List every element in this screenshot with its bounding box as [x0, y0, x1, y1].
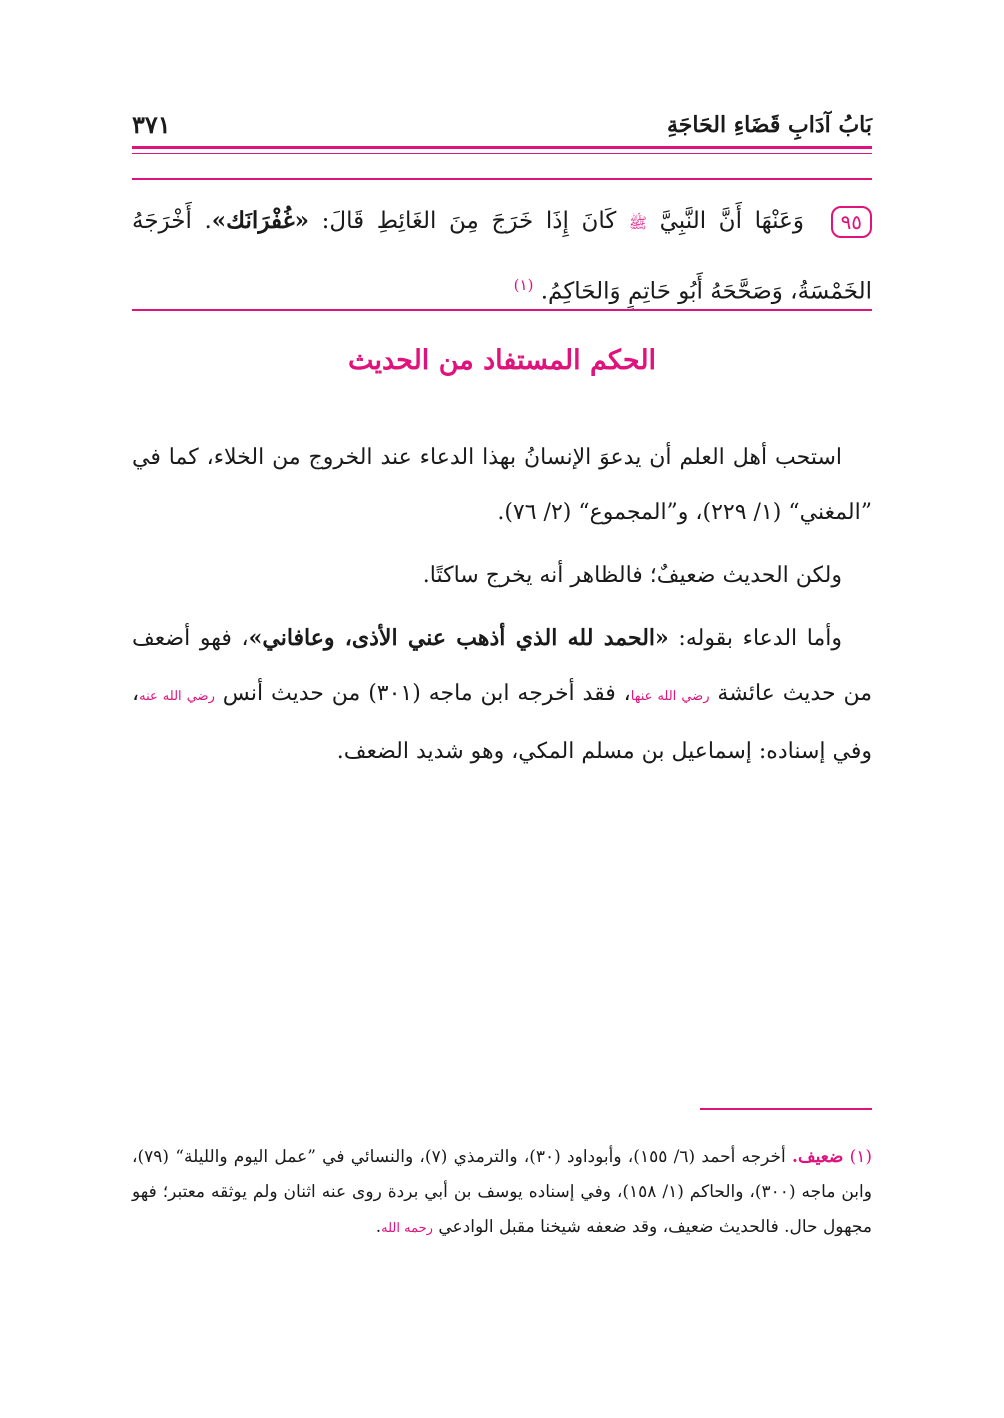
running-title: بَابُ آدَابِ قَضَاءِ الحَاجَةِ — [666, 112, 872, 138]
salawat-glyph: ﷺ — [628, 214, 648, 232]
hadith-number-badge: ٩٥ — [831, 206, 872, 238]
paragraph-3-c: ، فقد أخرجه ابن ماجه (٣٠١) من حديث أنس — [222, 681, 631, 706]
header-rule-thick — [132, 146, 872, 149]
footnote-text-b: . — [375, 1217, 382, 1237]
rahimahullah-glyph: رحمه الله — [381, 1221, 433, 1236]
hadith-text — [132, 190, 872, 323]
hadith-quote: «غُفْرَانَك» — [211, 207, 310, 234]
footnote-text-a: أخرجه أحمد (٦/ ١٥٥)، وأبوداود (٣٠)، والترمذي (٧)، والنسائي في ”عمل اليوم والليلة“ (٧٩)، وابن ماجه (٣٠٠)، والحاكم (١/ ١٥٨)، وفي إسناده يوسف بن أبي بردة روى عنه اثنان ولم يوثقه معتبر؛ فهو مجهول حال. فالحديث ضعيف، وقد ضعفه شيخنا مقبل الوادعي — [132, 1147, 872, 1237]
radiyallahu-anhu-glyph: رضي الله عنه — [139, 689, 215, 704]
section-title: الحكم المستفاد من الحديث — [347, 345, 657, 376]
paragraph-3 — [132, 611, 872, 779]
paragraph-3-a: وأما الدعاء بقوله: — [678, 626, 843, 651]
page-number: ٣٧١ — [132, 110, 171, 139]
dua-quote: «الحمد لله الذي أذهب عني الأذى، وعافاني» — [248, 625, 669, 651]
radiyallahu-anha-glyph: رضي الله عنها — [630, 689, 710, 704]
hadith-rule-bottom — [132, 309, 872, 311]
footnote — [132, 1140, 872, 1246]
paragraph-1: استحب أهل العلم أن يدعوَ الإنسانُ بهذا الدعاء عند الخروج من الخلاء، كما في ”المغني“ (١/ ٢٢٩)، و”المجموع“ (٢/ ٧٦). — [132, 445, 872, 525]
hadith-rule-top — [132, 178, 872, 180]
paragraph-3-b: ، فهو أضعف من حديث عائشة — [132, 626, 873, 706]
footnote-separator — [700, 1108, 872, 1110]
paragraph-3-d: ، وفي إسناده: إسماعيل بن مسلم المكي، وهو شديد الضعف. — [132, 681, 872, 764]
footnote-marker[interactable]: (١) — [513, 276, 534, 294]
hadith-rest: . أَخْرَجَهُ الخَمْسَةُ، وَصَحَّحَهُ أَبُو حَاتِمٍ وَالحَاكِمُ. — [132, 208, 872, 305]
footnote-number: (١) — [849, 1147, 873, 1167]
footnote-grade: ضعيف. — [792, 1147, 844, 1167]
body-text — [132, 430, 872, 787]
paragraph-2: ولكن الحديث ضعيفٌ؛ فالظاهر أنه يخرج ساكتًا. — [422, 563, 842, 588]
hadith-middle: كَانَ إِذَا خَرَجَ مِنَ الغَائِطِ قَالَ: — [321, 208, 617, 234]
header-rule-thin — [132, 153, 872, 154]
hadith-intro: وَعَنْهَا أَنَّ النَّبِيَّ — [659, 208, 804, 234]
